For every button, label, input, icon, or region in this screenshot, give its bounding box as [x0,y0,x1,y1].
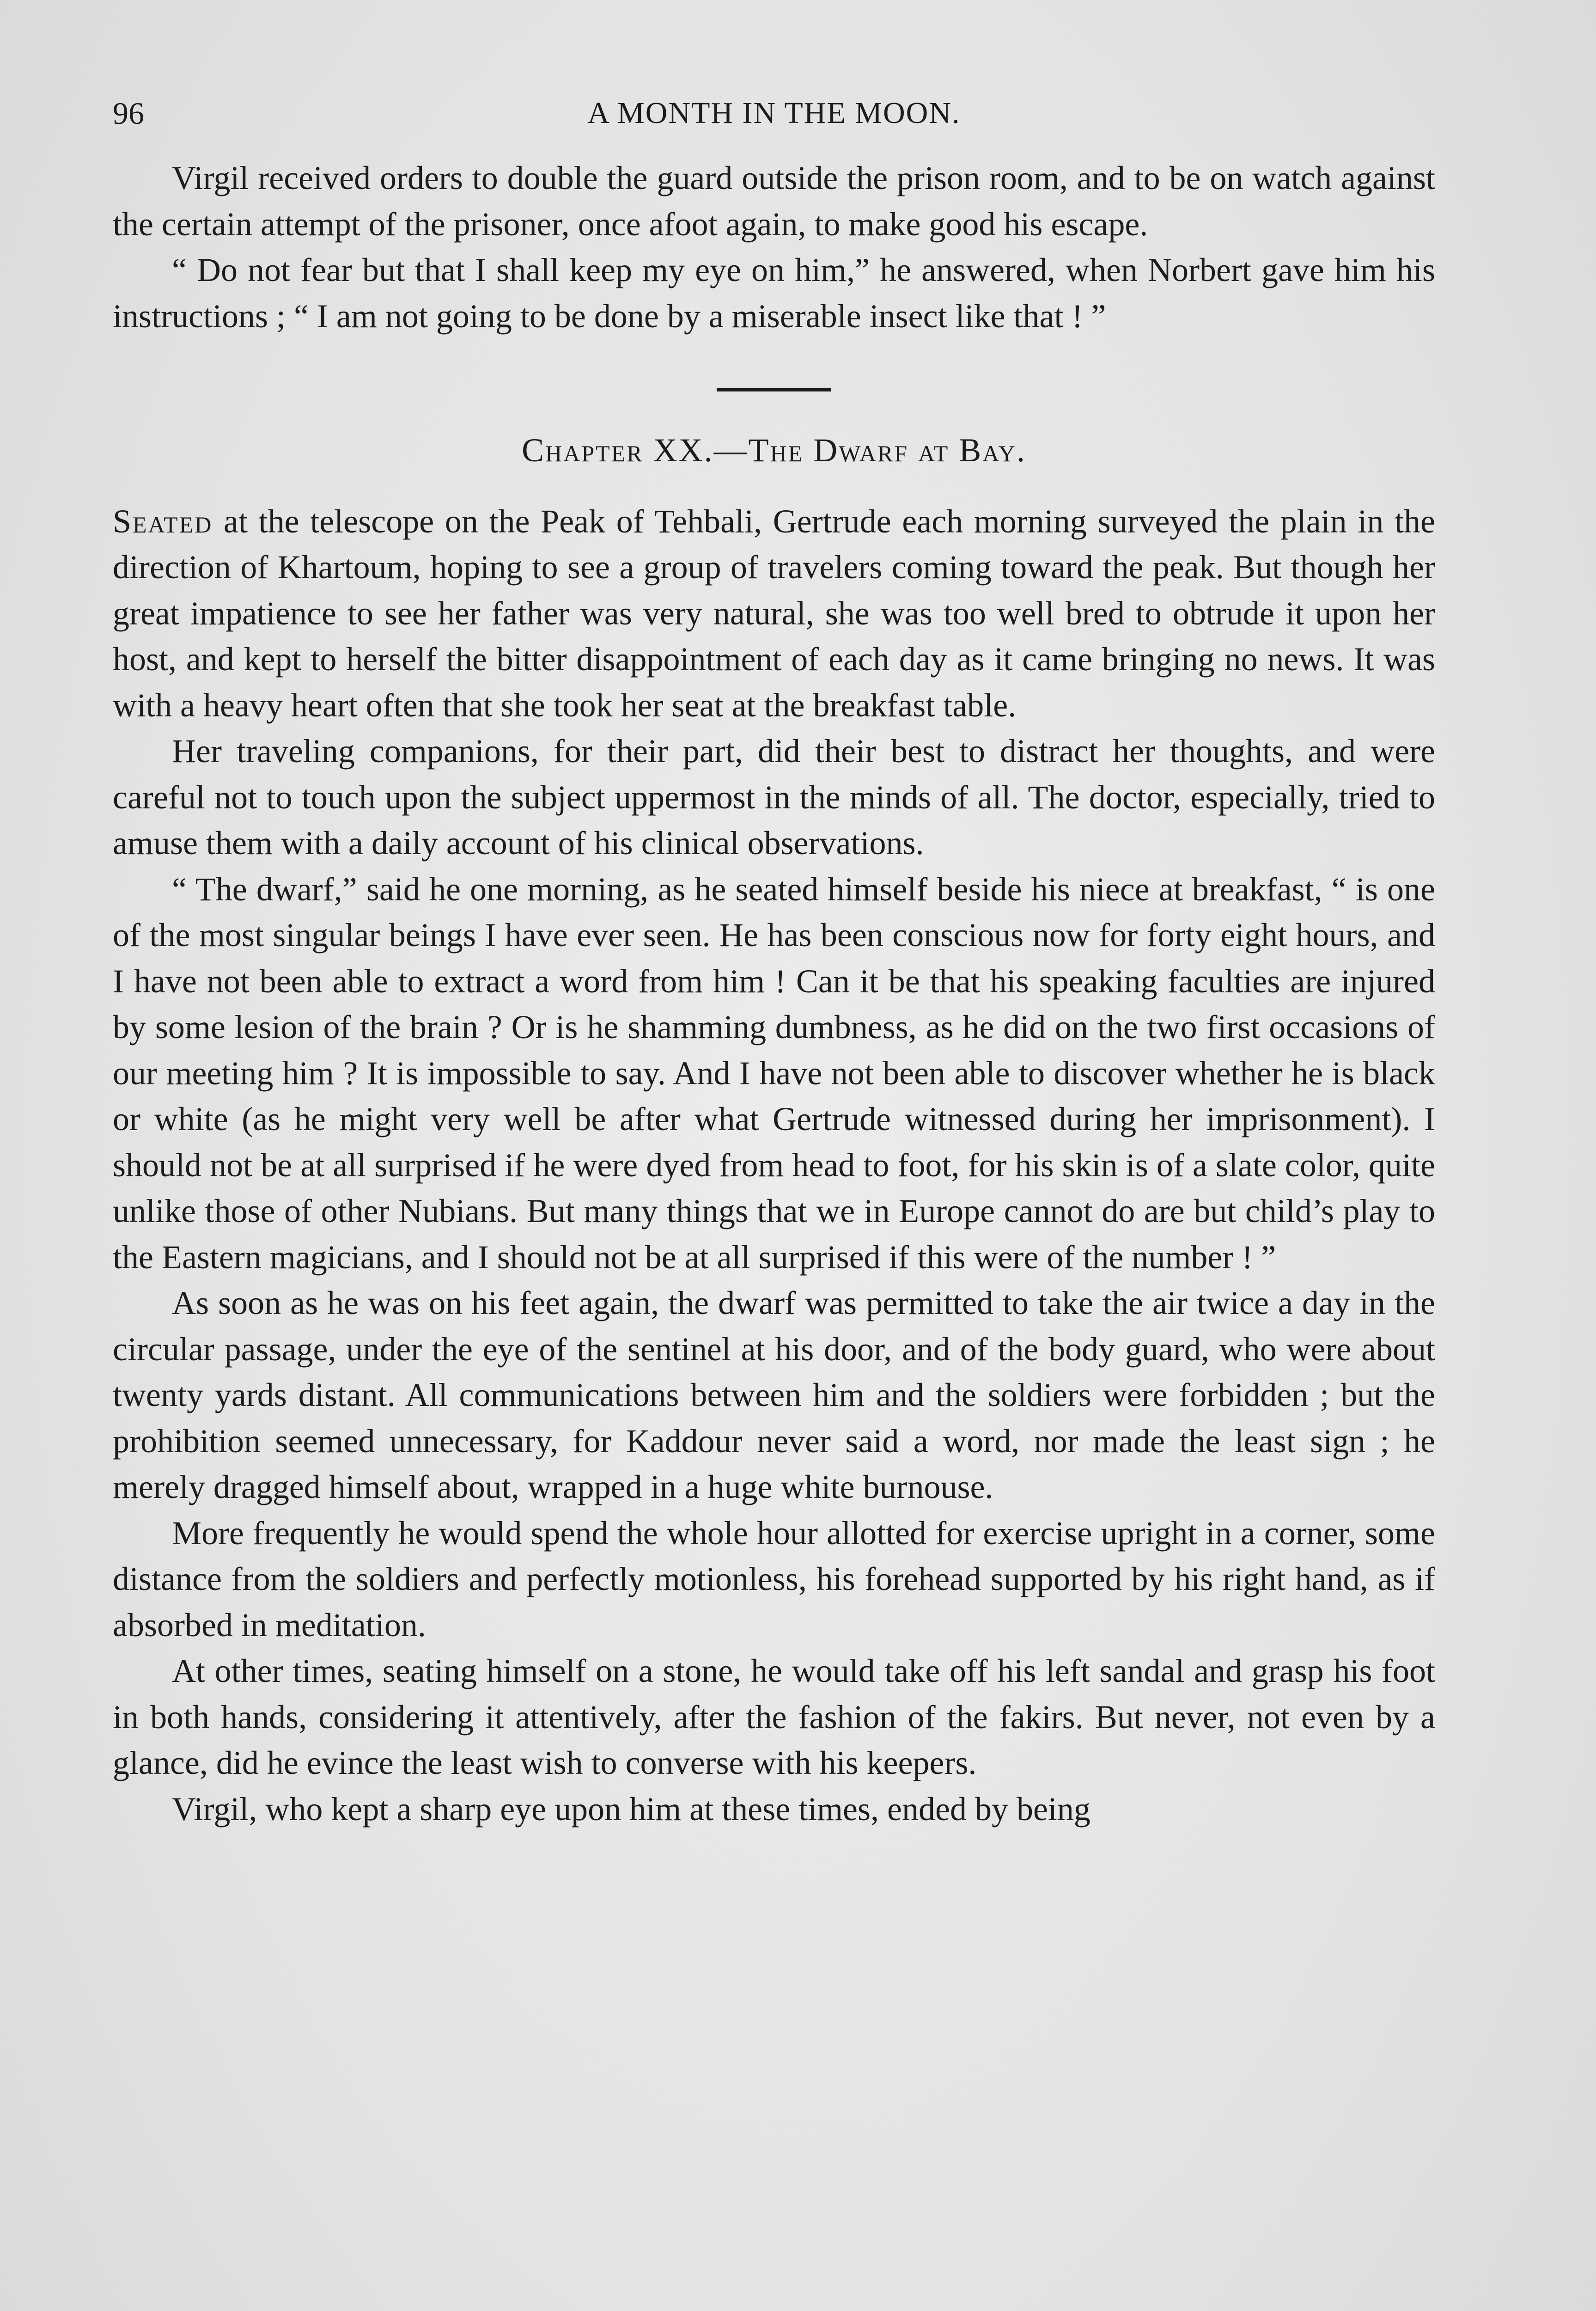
paragraph-virgil-orders: Virgil received orders to double the guard outside the prison room, and to be on watch against the certain attempt of the prisoner, once afoot again, to make good his escape. [113,159,1435,243]
opening-paragraph-text: at the telescope on the Peak of Tehbali, Gertrude each morning surveyed the plain in the direction of Khartoum, hoping to see a group of travelers coming toward the peak. But though her great impatience to see her father was very natural, she was too well bred to obtrude it upon her host, and kept to herself the bitter disappointment of each day as it came bringing no news. It was with a heavy heart often that she took her seat at the breakfast table. [113,502,1435,724]
opening-word: Seated [113,502,213,540]
paragraph-doctor-speech: “ The dwarf,” said he one morning, as he seated himself beside his niece at breakfast, “ is one of the most singular beings I have ever seen. He has been conscious now for forty eight hours, and I have not been able to extract a word from him ! Can it be that his speaking faculties are injured by some lesion of the brain ? Or is he shamming dumbness, as he did on the two first occasions of our meeting him ? It is impossible to say. And I have not been able to discover whether he is black or white (as he might very well be after what Gertrude witnessed during her imprisonment). I should not be at all surprised if he were dyed from head to foot, for his skin is of a slate color, quite unlike those of other Nubians. But many things that we in Europe cannot do are but child’s play to the Eastern magicians, and I should not be at all surprised if this were of the number ! ” [113,870,1435,1276]
section-divider [717,388,831,391]
running-head [113,92,1435,134]
paragraph-dwarf-exercise: As soon as he was on his feet again, the dwarf was permitted to take the air twice a day in the circular passage, under the eye of the sentinel at his door, and of the body guard, who were about twenty yards distant. All communications between him and the soldiers were forbidden ; but the prohibition seemed unnecessary, for Kaddour never said a word, nor made the least sign ; he merely dragged himself about, wrapped in a huge white burnouse. [113,1284,1435,1505]
chapter-heading: Chapter XX.—The Dwarf at Bay. [522,432,1026,469]
paragraph-dwarf-fakir: At other times, seating himself on a stone, he would take off his left sandal and grasp his foot in both hands, considering it attentively, after the fashion of the fakirs. But never, not even by a glance, did he evince the least wish to converse with his keepers. [113,1652,1435,1781]
paragraph-virgil-watch: Virgil, who kept a sharp eye upon him at these times, ended by being [172,1790,1090,1828]
paragraph-gertrude-telescope [113,499,1435,729]
body-text [113,155,1435,1832]
paragraph-dwarf-motionless: More frequently he would spend the whole hour allotted for exercise upright in a corner, some distance from the soldiers and perfectly motionless, his forehead supported by his right hand, as if absorbed in meditation. [113,1514,1435,1644]
paragraph-companions: Her traveling companions, for their part, did their best to distract her thoughts, and were careful not to touch upon the subject uppermost in the minds of all. The doctor, especially, tried to amuse them with a daily account of his clinical observations. [113,733,1435,862]
page-number: 96 [113,96,144,131]
paragraph-virgil-reply: “ Do not fear but that I shall keep my eye on him,” he answered, when Norbert gave him his instructions ; “ I am not going to be done by a miserable insect like that ! ” [113,251,1435,335]
running-title: A MONTH IN THE MOON. [587,96,961,130]
